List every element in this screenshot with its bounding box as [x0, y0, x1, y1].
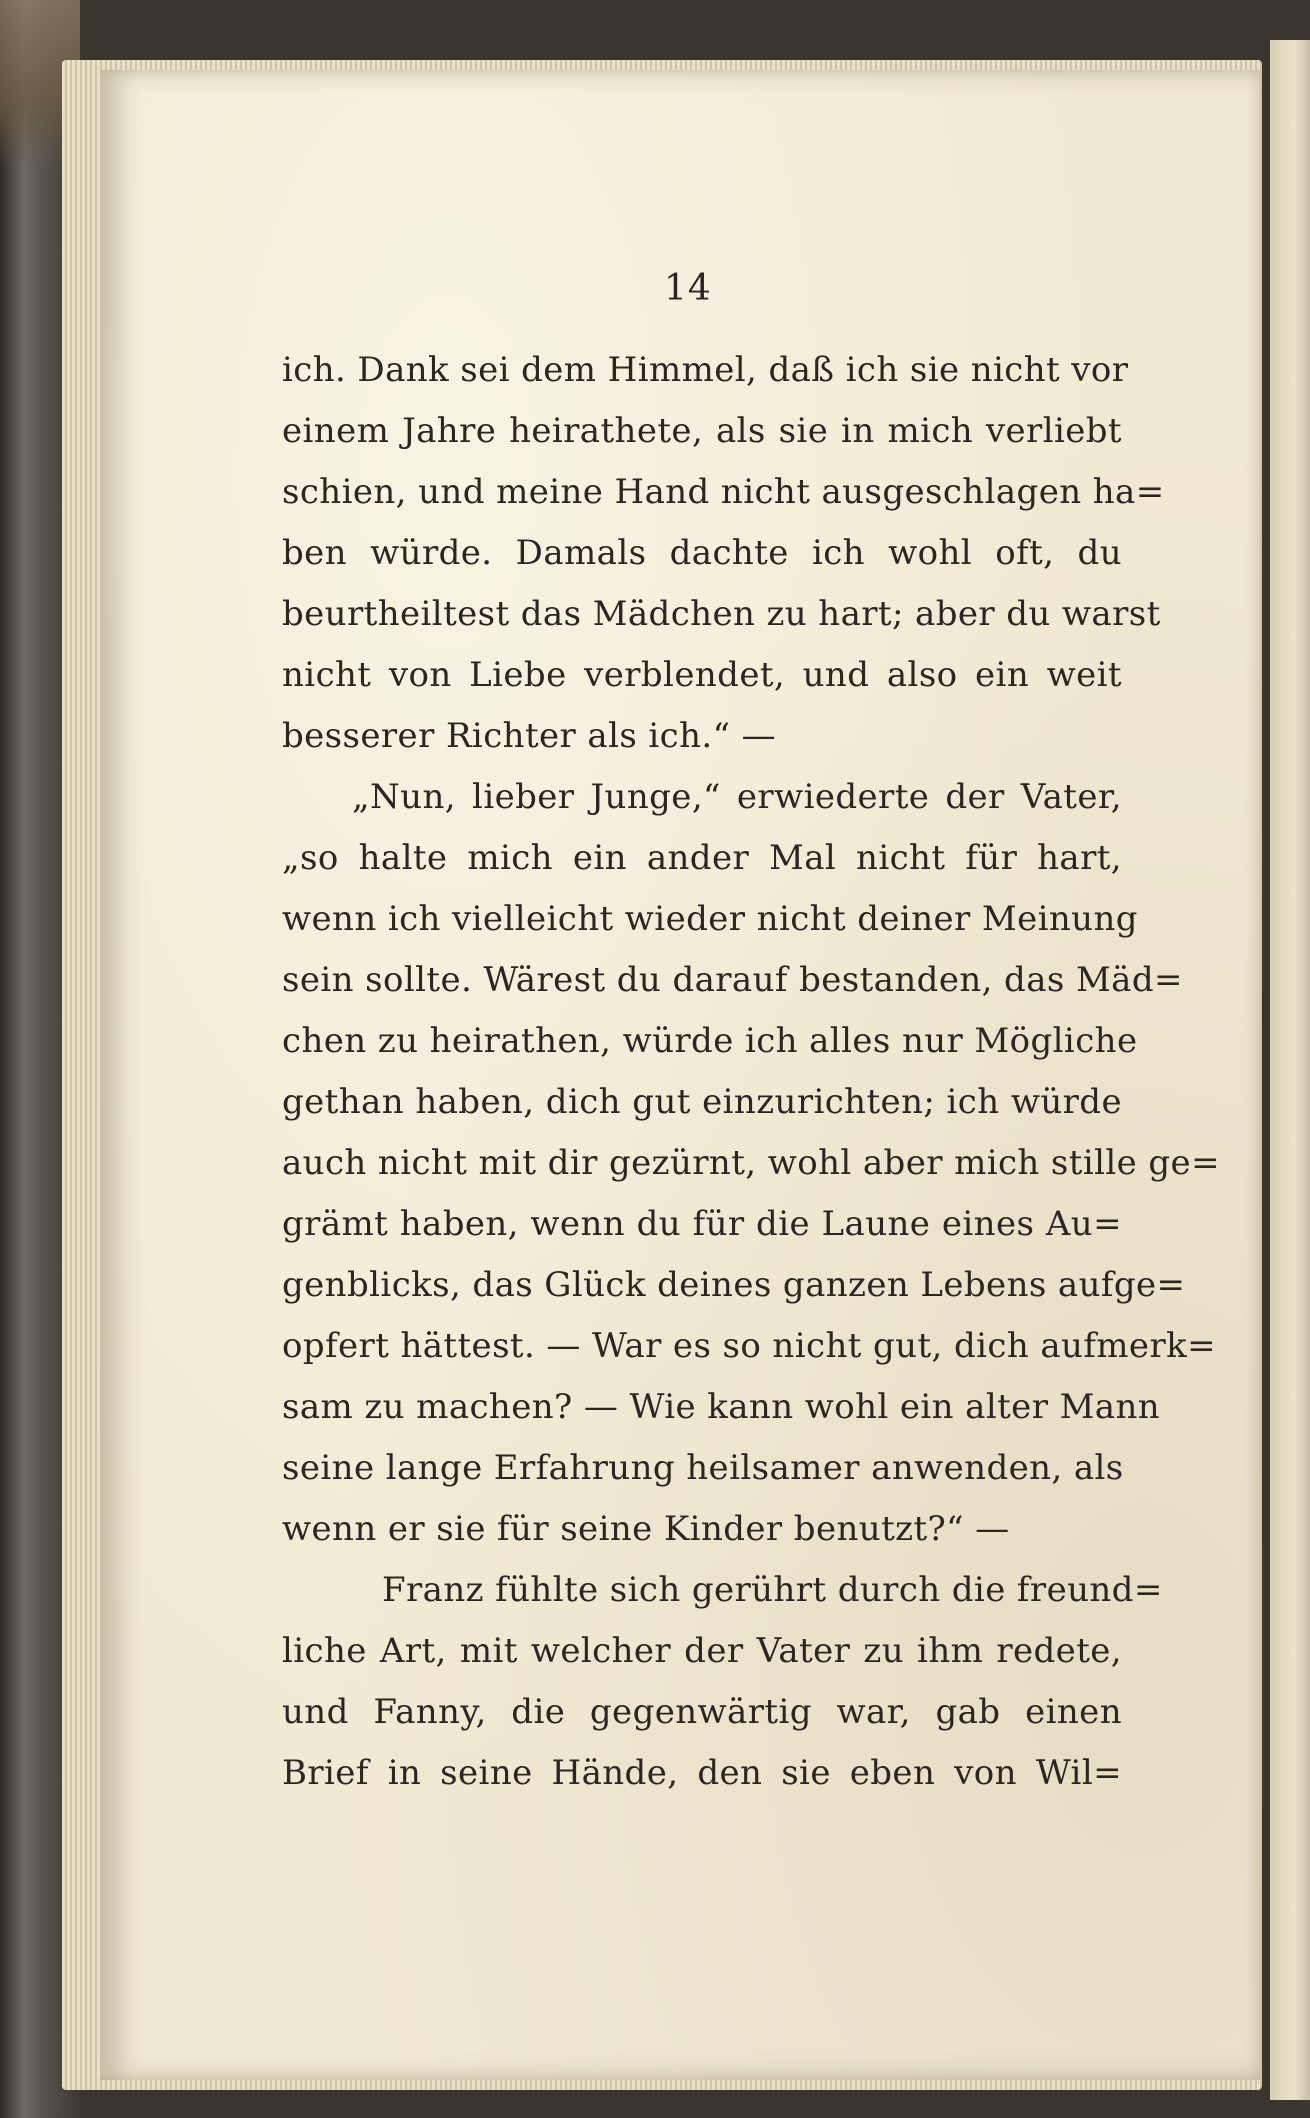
text-line: seine lange Erfahrung heilsamer anwenden, als: [282, 1448, 1124, 1488]
text-line: grämt haben, wenn du für die Laune eines Au=: [282, 1204, 1122, 1244]
facing-page-edge: [1270, 40, 1310, 2100]
text-line: und Fanny, die gegenwärtig war, gab einen: [282, 1692, 1122, 1732]
text-line: nicht von Liebe verblendet, und also ein weit: [282, 655, 1122, 695]
text-line: sam zu machen? — Wie kann wohl ein alter Mann: [282, 1387, 1161, 1427]
text-line: Brief in seine Hände, den sie eben von Wil=: [282, 1753, 1122, 1793]
page-number: 14: [664, 268, 712, 309]
text-line: ich. Dank sei dem Himmel, daß ich sie nicht vor: [282, 350, 1129, 390]
text-line: einem Jahre heirathete, als sie in mich verliebt: [282, 411, 1122, 451]
text-line: auch nicht mit dir gezürnt, wohl aber mich stille ge=: [282, 1143, 1220, 1183]
text-line: genblicks, das Glück deines ganzen Lebens aufge=: [282, 1265, 1186, 1305]
text-line: wenn ich vielleicht wieder nicht deiner Meinung: [282, 899, 1138, 939]
text-line: Franz fühlte sich gerührt durch die freund=: [382, 1570, 1163, 1610]
text-line: besserer Richter als ich.“ —: [282, 716, 777, 756]
text-line: „so halte mich ein ander Mal nicht für hart,: [282, 838, 1122, 878]
text-line: beurtheiltest das Mädchen zu hart; aber du warst: [282, 594, 1161, 634]
page-text: [282, 340, 1220, 1804]
text-line: chen zu heirathen, würde ich alles nur Mögliche: [282, 1021, 1138, 1061]
text-line: opfert hättest. — War es so nicht gut, dich aufmerk=: [282, 1326, 1217, 1366]
text-line: „Nun, lieber Junge,“ erwiederte der Vater,: [352, 777, 1122, 817]
text-line: ben würde. Damals dachte ich wohl oft, du: [282, 533, 1122, 573]
text-line: liche Art, mit welcher der Vater zu ihm redete,: [282, 1631, 1122, 1671]
text-line: wenn er sie für seine Kinder benutzt?“ —: [282, 1509, 1010, 1549]
text-line: sein sollte. Wärest du darauf bestanden, das Mäd=: [282, 960, 1183, 1000]
text-line: schien, und meine Hand nicht ausgeschlagen ha=: [282, 472, 1165, 512]
text-line: gethan haben, dich gut einzurichten; ich würde: [282, 1082, 1122, 1122]
